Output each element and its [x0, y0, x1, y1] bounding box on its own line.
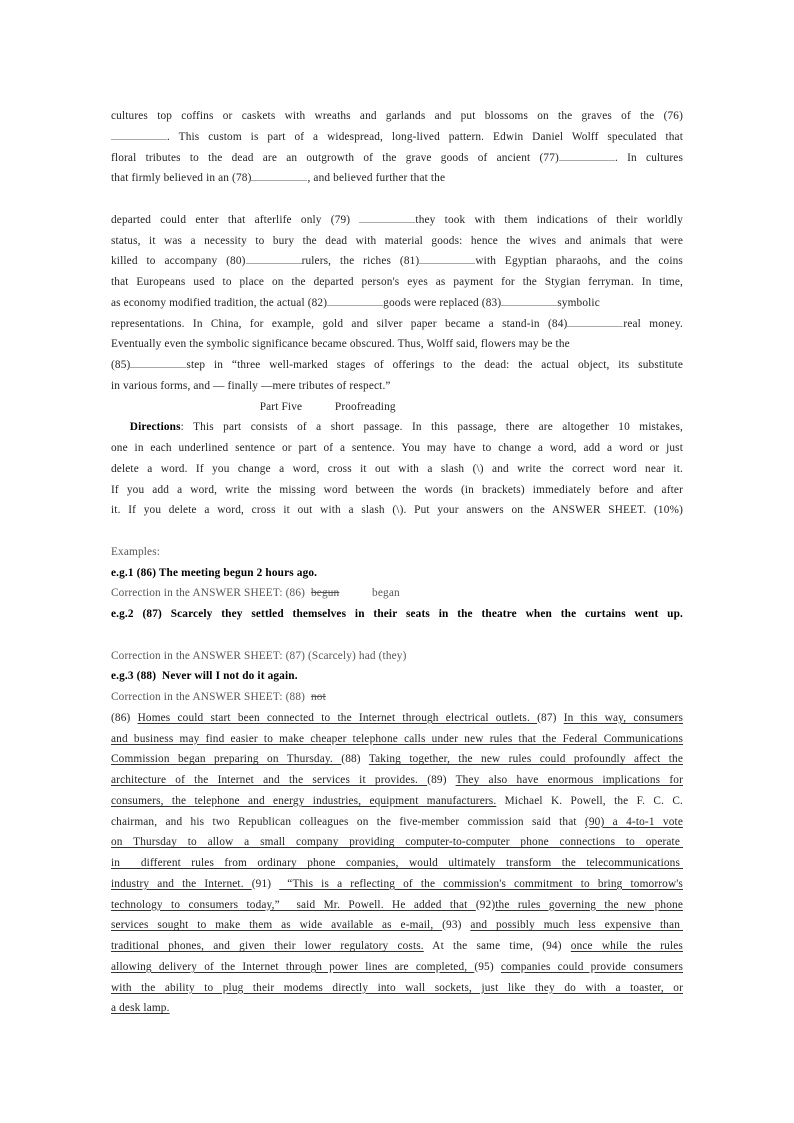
text-line: [111, 293, 683, 314]
text-segment: [111, 421, 130, 433]
text-line: [111, 231, 683, 252]
text-line: [111, 563, 683, 584]
fill-in-blank: [327, 293, 383, 306]
text-line: [111, 915, 683, 936]
text-segment: : This part consists of a short passage. In this passage, there are altogether 10 mistakes,: [180, 421, 683, 434]
text-segment: cultures top coffins or caskets with wreaths and garlands and put blossoms on the graves of the (76): [111, 110, 683, 122]
text-segment: (91): [251, 877, 280, 890]
text-line: [111, 936, 683, 957]
underlined-sentence: with the ability to plug their modems directly into wall sockets, just like they do with a toaster, or: [111, 981, 683, 994]
text-line: [111, 355, 683, 376]
text-line: [111, 210, 683, 231]
fill-in-blank: [559, 148, 615, 161]
text-line: [111, 334, 683, 355]
text-line: [111, 542, 683, 563]
example-text: Correction in the ANSWER SHEET: (88): [111, 691, 311, 703]
underlined-sentence: and possibly much less expensive than: [470, 919, 683, 932]
fill-in-blank: [501, 293, 557, 306]
text-segment: Part Five Proofreading: [111, 400, 396, 413]
underlined-sentence: They also have enormous implications for: [455, 774, 683, 786]
text-line: [111, 957, 683, 978]
text-line: [111, 687, 683, 708]
underlined-sentence: in different rules from ordinary phone companies, would ultimately transform the telecommunications: [111, 857, 683, 869]
text-segment: symbolic: [557, 296, 600, 309]
underlined-sentence: (90) a 4-to-1 vote: [584, 815, 683, 828]
text-segment: (92): [475, 898, 496, 911]
text-line: [111, 749, 683, 770]
paragraph-gap: [111, 625, 683, 646]
text-line: [111, 127, 683, 148]
fill-in-blank: [246, 251, 302, 264]
text-line: [111, 998, 683, 1019]
text-segment: real money.: [623, 317, 683, 330]
underlined-sentence: and business may find easier to make cheaper telephone calls under new rules that the Federal Communications: [111, 732, 683, 745]
text-segment: chairman, and his two Republican colleagues on the five-member commission said that: [111, 815, 585, 828]
example-text: Correction in the ANSWER SHEET: (86): [111, 587, 311, 600]
document-page: [111, 106, 683, 1019]
text-segment: (87): [537, 711, 564, 724]
text-segment: (89): [427, 774, 456, 786]
struck-word: begun: [310, 587, 340, 600]
example-text: began: [339, 587, 400, 600]
text-line: [111, 500, 683, 521]
text-line: [111, 666, 683, 687]
text-line: [111, 417, 683, 438]
text-segment: delete a word. If you change a word, cross it out with a slash (\) and write the correct word near it.: [111, 462, 683, 475]
underlined-sentence: the rules governing the new phone: [495, 898, 683, 911]
fill-in-blank: [359, 210, 415, 223]
text-segment: (95): [474, 960, 501, 973]
underlined-sentence: consumers, the telephone and energy industries, equipment manufacturers.: [111, 794, 497, 807]
text-segment: (86): [111, 711, 138, 724]
text-segment: that firmly believed in an (78): [111, 172, 252, 185]
text-line: [111, 583, 683, 604]
text-line: [111, 106, 683, 127]
text-line: [111, 895, 683, 916]
fill-in-blank: [419, 251, 475, 264]
text-segment: (85): [111, 359, 131, 371]
text-line: [111, 812, 683, 833]
text-line: [111, 314, 683, 335]
text-segment: . In cultures: [614, 151, 683, 164]
text-segment: If you add a word, write the missing word between the words (in brackets) immediately before and after: [111, 483, 683, 496]
text-segment: rulers, the riches (81): [301, 255, 420, 268]
underlined-sentence: technology to consumers today,” said Mr. Powell. He added that: [111, 898, 476, 911]
text-segment: with Egyptian pharaohs, and the coins: [475, 255, 683, 268]
fill-in-blank: [567, 314, 623, 327]
underlined-sentence: once while the rules: [570, 940, 683, 952]
underlined-sentence: a desk lamp.: [111, 1002, 170, 1015]
text-line: [111, 480, 683, 501]
text-line: [111, 148, 683, 169]
text-segment: (88): [341, 753, 369, 766]
text-segment: status, it was a necessity to bury the dead with material goods: hence the wives and animals that were: [111, 234, 683, 247]
underlined-sentence: Commission began preparing on Thursday.: [111, 753, 342, 766]
text-segment: step in “three well-marked stages of offerings to the dead: the actual object, its substitute: [186, 359, 683, 371]
fill-in-blank: [111, 127, 167, 140]
paragraph-gap: [111, 521, 683, 542]
underlined-sentence: industry and the Internet.: [111, 877, 252, 890]
text-segment: one in each underlined sentence or part of a sentence. You may have to change a word, add a word or just: [111, 442, 683, 454]
bold-text: e.g.1 (86) The meeting begun 2 hours ago.: [111, 566, 318, 579]
text-segment: departed could enter that afterlife only (79): [111, 213, 360, 226]
underlined-sentence: allowing delivery of the Internet through power lines are completed,: [111, 960, 475, 973]
underlined-sentence: on Thursday to allow a small company providing computer-to-computer phone connections to operate: [111, 836, 683, 849]
underlined-sentence: Taking together, the new rules could profoundly affect the: [368, 753, 683, 766]
text-segment: , and believed further that the: [307, 172, 446, 185]
text-line: [111, 168, 683, 189]
text-segment: goods were replaced (83): [383, 296, 502, 309]
text-line: [111, 853, 683, 874]
text-line: [111, 376, 683, 397]
text-segment: killed to accompany (80): [111, 255, 246, 268]
underlined-sentence: “This is a reflecting of the commission's commitment to bring tomorrow's: [279, 877, 683, 890]
fill-in-blank: [130, 355, 186, 368]
text-line: [111, 459, 683, 480]
bold-text: e.g.2 (87) Scarcely they settled themselves in their seats in the theatre when the curtains went up.: [111, 608, 683, 620]
text-segment: Eventually even the symbolic significance became obscured. Thus, Wolff said, flowers may be the: [111, 338, 570, 351]
paragraph-gap: [111, 189, 683, 210]
underlined-sentence: traditional phones, and given their lower regulatory costs.: [111, 940, 424, 952]
text-line: [111, 604, 683, 625]
example-text: Correction in the ANSWER SHEET: (87) (Scarcely) had (they): [111, 649, 407, 662]
text-segment: they took with them indications of their worldly: [415, 213, 683, 226]
text-line: [111, 272, 683, 293]
bold-text: Directions: [129, 421, 181, 434]
text-line: [111, 978, 683, 999]
underlined-sentence: Homes could start been connected to the Internet through electrical outlets.: [137, 711, 538, 724]
text-line: [111, 729, 683, 750]
text-line: [111, 832, 683, 853]
text-segment: representations. In China, for example, gold and silver paper became a stand-in (84): [111, 317, 568, 330]
underlined-sentence: companies could provide consumers: [500, 960, 683, 973]
text-line: [111, 397, 683, 418]
text-line: [111, 438, 683, 459]
text-segment: in various forms, and — finally —mere tributes of respect.”: [111, 379, 391, 392]
text-line: [111, 646, 683, 667]
text-line: [111, 770, 683, 791]
text-segment: floral tributes to the dead are an outgrowth of the grave goods of ancient (77): [111, 151, 559, 164]
text-line: [111, 874, 683, 895]
underlined-sentence: In this way, consumers: [563, 711, 683, 724]
text-segment: as economy modified tradition, the actual (82): [111, 296, 328, 309]
text-segment: it. If you delete a word, cross it out with a slash (\). Put your answers on the ANSWER SHEET. (10%): [111, 504, 683, 517]
fill-in-blank: [251, 168, 307, 181]
underlined-sentence: architecture of the Internet and the services it provides.: [111, 774, 428, 786]
underlined-sentence: services sought to make them as wide available as e-mail,: [111, 919, 443, 932]
text-line: [111, 791, 683, 812]
text-segment: that Europeans used to place on the departed person's eyes as payment for the Stygian ferryman. In time,: [111, 276, 683, 288]
text-line: [111, 251, 683, 272]
text-segment: At the same time, (94): [423, 940, 571, 952]
struck-word: not: [310, 691, 326, 703]
text-line: [111, 708, 683, 729]
text-segment: . This custom is part of a widespread, long-lived pattern. Edwin Daniel Wolff speculated that: [167, 130, 683, 143]
bold-text: e.g.3 (88) Never will I not do it again.: [111, 670, 298, 683]
example-text: Examples:: [111, 545, 161, 558]
text-segment: (93): [442, 919, 471, 932]
text-segment: Michael K. Powell, the F. C. C.: [496, 794, 683, 807]
